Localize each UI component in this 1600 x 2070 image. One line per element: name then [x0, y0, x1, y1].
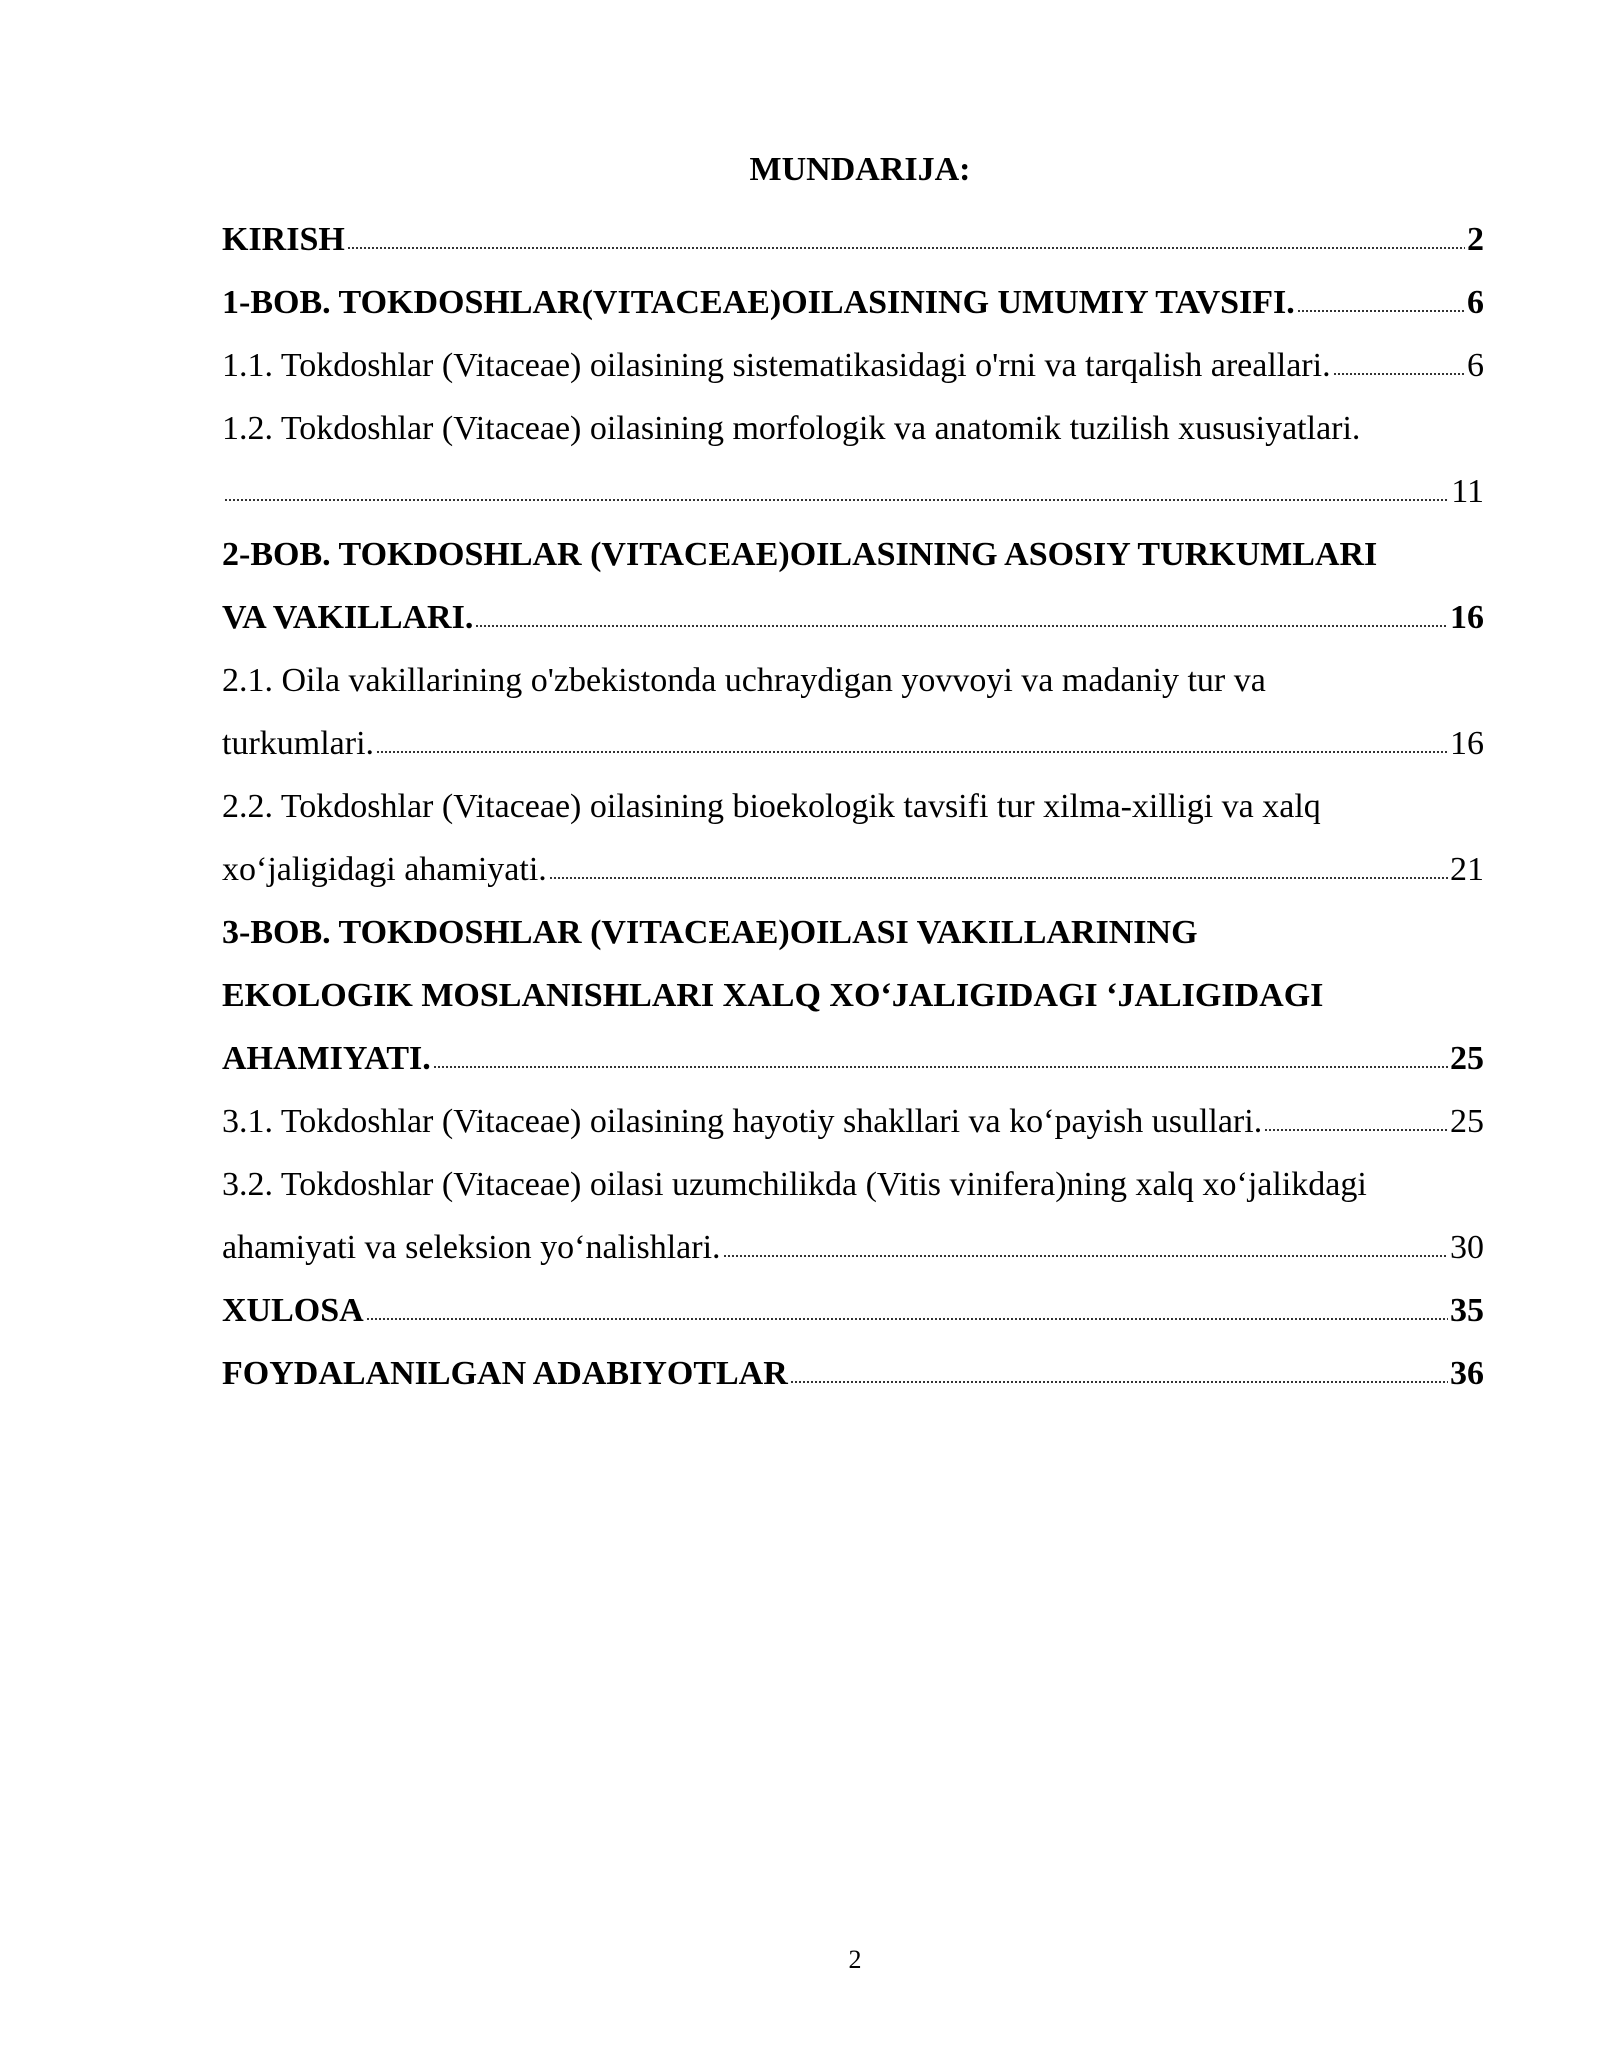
dot-leader	[1297, 305, 1465, 313]
page-footer-number: 2	[848, 1945, 862, 1974]
toc-entry-section-3-1[interactable]	[222, 1090, 1484, 1153]
toc-entry-text-continued: EKOLOGIK MOSLANISHLARI XALQ XO‘JALIGIDAGI ‘JALIGIDAGI	[222, 977, 1324, 1014]
toc-entry-text-continued: xo‘jaligidagi ahamiyati.	[222, 851, 547, 888]
dot-leader	[224, 494, 1449, 502]
toc-entry-text-continued: ahamiyati va seleksion yo‘nalishlari.	[222, 1229, 721, 1266]
toc-entry-text: 3.2. Tokdoshlar (Vitaceae) oilasi uzumchilikda (Vitis vinifera)ning xalq xo‘jalikdagi	[222, 1166, 1367, 1203]
dot-leader	[1333, 368, 1465, 376]
toc-entry-text-continued: VA VAKILLARI.	[222, 599, 474, 636]
toc-entry-text: KIRISH	[222, 221, 345, 258]
toc-entry-text: 2.1. Oila vakillarining o'zbekistonda uchraydigan yovvoyi va madaniy tur va	[222, 662, 1266, 699]
toc-entry-section-1-2[interactable]	[222, 397, 1484, 523]
toc-entry-text: 1-BOB. TOKDOSHLAR(VITACEAE)OILASINING UMUMIY TAVSIFI.	[222, 284, 1295, 321]
toc-page-number: 25	[1450, 1040, 1484, 1077]
toc-page-number: 6	[1467, 284, 1484, 321]
dot-leader	[366, 1313, 1448, 1321]
toc-page-number: 16	[1450, 599, 1484, 636]
toc-page-number: 2	[1467, 221, 1484, 258]
dot-leader	[433, 1061, 1448, 1069]
toc-entry-text: 1.2. Tokdoshlar (Vitaceae) oilasining morfologik va anatomik tuzilish xususiyatlari.	[222, 410, 1361, 447]
toc-entry-text: 3.1. Tokdoshlar (Vitaceae) oilasining hayotiy shakllari va ko‘payish usullari.	[222, 1103, 1263, 1140]
toc-entry-text: 1.1. Tokdoshlar (Vitaceae) oilasining sistematikasidagi o'rni va tarqalish areallari.	[222, 347, 1331, 384]
dot-leader	[549, 872, 1448, 880]
toc-entry-section-3-2[interactable]	[222, 1153, 1484, 1279]
toc-entry-section-2-2[interactable]	[222, 775, 1484, 901]
dot-leader	[475, 620, 1448, 628]
toc-entry-section-2-1[interactable]	[222, 649, 1484, 775]
toc-entry-text-continued: turkumlari.	[222, 725, 375, 762]
toc-entry-kirish[interactable]	[222, 208, 1484, 271]
table-of-contents	[222, 208, 1484, 1405]
toc-title: MUNDARIJA:	[749, 151, 971, 188]
dot-leader	[376, 746, 1448, 754]
toc-page-number: 35	[1450, 1292, 1484, 1329]
toc-entry-text: XULOSA	[222, 1292, 364, 1329]
toc-page-number: 16	[1450, 725, 1484, 762]
dot-leader	[1264, 1124, 1448, 1132]
toc-entry-chapter-3[interactable]	[222, 901, 1484, 1090]
toc-entry-text: FOYDALANILGAN ADABIYOTLAR	[222, 1355, 788, 1392]
toc-page-number: 30	[1450, 1229, 1484, 1266]
toc-entry-chapter-2[interactable]	[222, 523, 1484, 649]
toc-entry-section-1-1[interactable]	[222, 334, 1484, 397]
toc-page-number: 21	[1450, 851, 1484, 888]
dot-leader	[347, 242, 1465, 250]
toc-page-number: 6	[1467, 347, 1484, 384]
toc-entry-text: 2.2. Tokdoshlar (Vitaceae) oilasining bioekologik tavsifi tur xilma-xilligi va xalq	[222, 788, 1321, 825]
toc-entry-references[interactable]	[222, 1342, 1484, 1405]
toc-page-number: 25	[1450, 1103, 1484, 1140]
toc-entry-text: 2-BOB. TOKDOSHLAR (VITACEAE)OILASINING ASOSIY TURKUMLARI	[222, 536, 1378, 573]
toc-page-number: 11	[1451, 473, 1484, 510]
dot-leader	[723, 1250, 1448, 1258]
toc-entry-xulosa[interactable]	[222, 1279, 1484, 1342]
toc-entry-text: 3-BOB. TOKDOSHLAR (VITACEAE)OILASI VAKILLARINING	[222, 914, 1198, 951]
toc-entry-text-continued: AHAMIYATI.	[222, 1040, 431, 1077]
toc-page-number: 36	[1450, 1355, 1484, 1392]
toc-entry-chapter-1[interactable]	[222, 271, 1484, 334]
dot-leader	[790, 1376, 1448, 1384]
